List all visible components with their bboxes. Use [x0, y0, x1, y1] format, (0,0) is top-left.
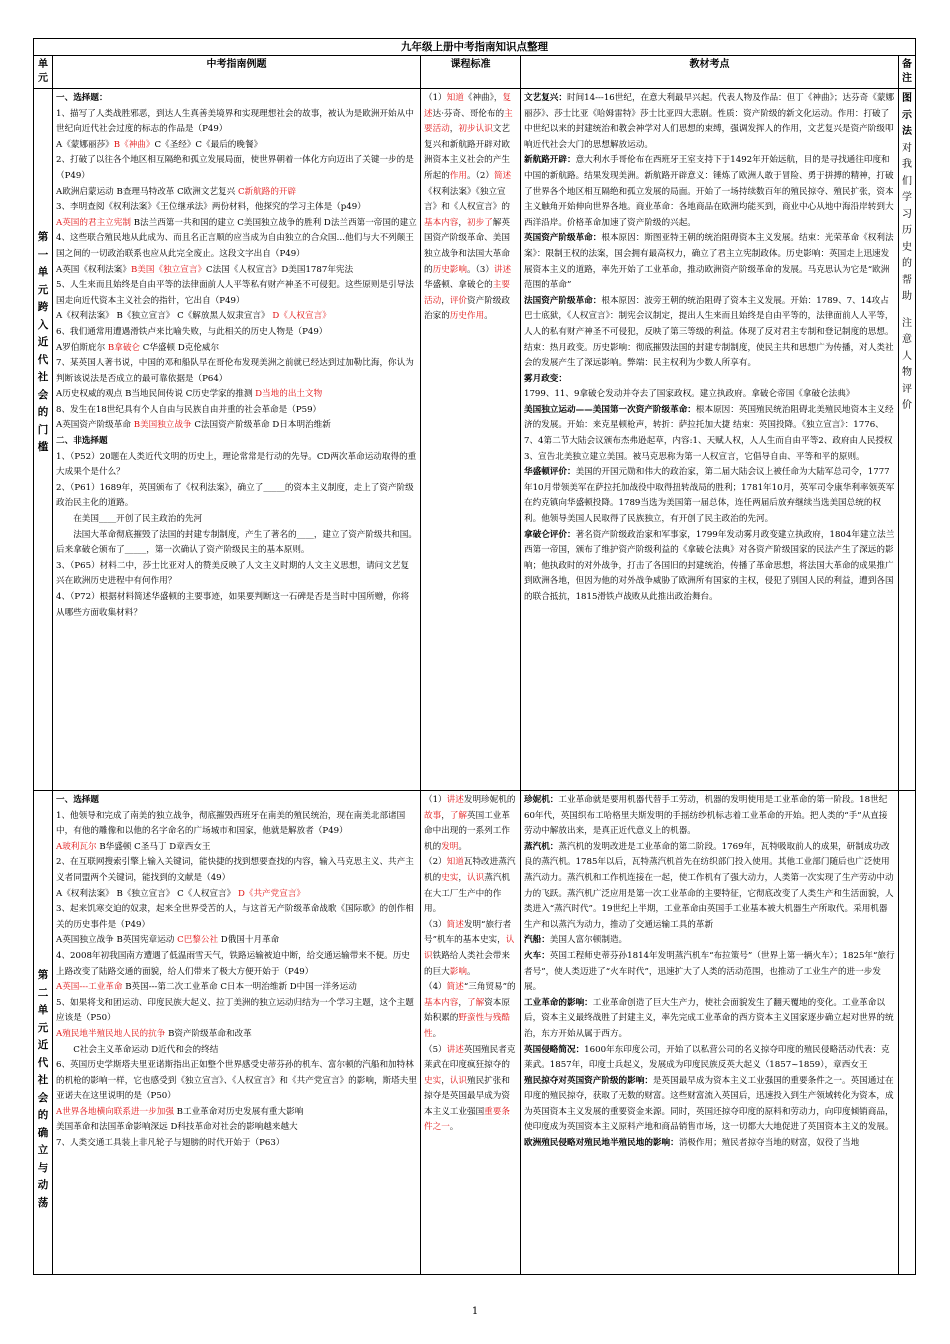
header-note: 备注	[899, 56, 916, 89]
question: 在美国____开创了民主政治的先河	[73, 514, 203, 525]
question: 法国大革命彻底摧毁了法国的封建专制制度，产生了著名的____，建立了资产阶级共和国。后来拿破仑颁布了_____，第一次确认了资产阶级民主的基本原则。	[56, 529, 417, 556]
unit2-points	[521, 791, 899, 1275]
standard-text: （1）讲述发明珍妮机的故事，了解英国工业革命中出现的一系列工作机的发明。	[424, 795, 516, 852]
point: 殖民掠夺对英国资产阶级的影响：是英国最早成为资本主义工业强国的重要条件之一。英国通过在印度的殖民掠夺，获取了无数的财富。这些财富流入英国后，迅速投入到生产领域转化为资本，成为英国资本主义发展的重要资金来源。同时，英国还掠夺印度的原料和劳动力，向印度倾销商品，使印度成为英国资本主义原料产地和商品销售市场，这一切都大大地促进了英国资本主义的发展。	[524, 1075, 894, 1133]
unit1-points	[521, 89, 899, 791]
unit1-examples	[53, 89, 421, 791]
question-options: 美国革命和法国革命影响深远 D科技革命对社会的影响越来越大	[56, 1122, 298, 1133]
question: 2、打破了以往各个地区相互隔绝和孤立发展局面，使世界朝着一体化方向迈出了关键一步的是（P49）	[56, 155, 414, 181]
standard-text: （1）知道《神曲》，复述达·芬奇、哥伦布的主要活动，初步认识文艺复兴和新航路开辟对欧洲资本主义社会的产生所起的作用。（2）简述《权利法案》《独立宣言》和《人权宣言》的基本内容，初步了解英国资产阶级革命、美国独立战争和法国大革命的历史影响。（3）讲述华盛顿、拿破仑的主要活动，评价资产阶级政治家的历史作用。	[424, 93, 513, 322]
unit1-note	[899, 89, 916, 791]
question-options: A世界各地横向联系进一步加强 B工业革命对历史发展有重大影响	[56, 1106, 304, 1117]
question-options: C社会主义革命运动 D近代和会的终结	[73, 1044, 219, 1055]
question-options: A英国---工业革命 B英国---第二次工业革命 C日本一明治维新 D中国一洋务运动	[56, 982, 357, 993]
point: 华盛顿评价：美国的开国元勋和伟大的政治家，第二届大陆会议上被任命为大陆军总司令，1777年10月带领美军在萨拉托加战役中取得扭转战局的胜利；1781年10月，英军司令康华利率领英军在约克镇向华盛顿投降。1789当选为美国第一届总体，连任两届后放弃继续当选美国总统的权利。他领导美国人民取得了民族独立，有开创了民主政治的先河。	[524, 467, 895, 525]
point: 英国资产阶级革命：根本原因：斯图亚特王朝的统治阻碍资本主义发展。结束：光荣革命《权利法案》：限制王权的法案，国会拥有最高权力，确立了君主立宪制政体。历史影响：英国走上迅速发展资本主义的道路，率先开始了工业革命，推动欧洲资产阶级革命的发展。马克思认为它是“欧洲范围的革命”	[524, 233, 894, 291]
unit2-examples	[53, 791, 421, 1275]
section-heading: 二、非选择题	[56, 436, 108, 447]
section-heading: 一、选择题：	[56, 93, 108, 103]
question: 1、（P52）20题在人类近代文明的历史上，理论常常是行动的先导。CD两次革命运动取得的重大成果个是什么？	[56, 451, 417, 478]
standard-text: （5）讲述英国殖民者克莱武在印度疯狂掠夺的史实，认识殖民扩张和掠夺是英国最早成为资本主义工业强国重要条件之一。	[424, 1044, 516, 1133]
note-tail: 注意人物评价	[902, 317, 912, 411]
question: 3、起来饥寒交迫的奴隶，起来全世界受苦的人，与这首无产阶级革命战歌《国际歌》的创作相关的历史事件是（P49）	[56, 904, 414, 930]
point: 美国独立运动——美国第一次资产阶级革命：根本原因：英国殖民统治阻碍北美殖民地资本主义经济的发展。开始：来克星顿枪声，转折：萨拉托加大捷 结束：英国投降。《独立宣言》：1776、7、4第二节大陆会议颁布杰弗逊起草，内容:1、天赋人权，人人生而自由平等2、政府由人民授权3、宣告北美独立建立美国。被马克思称为第一人权宣言，它倡导自由、平等和平的原则。	[524, 404, 894, 462]
point: 新航路开辟：意大利水手哥伦布在西班牙王室支持下于1492年开始远航，目的是寻找通往印度和中国的新航路。结果发现美洲。新航路开辟意义：锤炼了欧洲人敢于冒险、勇于拼搏的精神，打破了世界各个地区相互隔绝和孤立发展的局面。开始了一场持续数百年的殖民掠夺、殖民扩张，资本主义触角开始伸向世界各地。商业革命：各地商品在欧洲均能买到，商业中心从地中海沿岸转到大西洋沿岸。价格革命加速了资产阶级的兴起。	[524, 155, 894, 228]
question: 2、（P61）1689年，英国颁布了《权利法案》，确立了_____的资本主义制度，走上了资产阶级政治民主化的道路。	[56, 482, 414, 509]
section-heading: 一、选择题	[56, 795, 99, 805]
question-options: A玻利瓦尔 B华盛顿 C圣马丁 D章西女王	[56, 841, 211, 852]
page	[33, 38, 915, 1275]
question-options: A英国的君主立宪制 B法兰西第一共和国的建立 C美国独立战争的胜利 D法兰西第一帝国的建立	[56, 217, 417, 228]
point: 法国资产阶级革命：根本原因：波旁王朝的统治阻碍了资本主义发展。开始：1789、7、14攻占巴士底狱，《人权宣言》：制宪会议制定，提出人生来而且始终是自由平等的，法律面前人人平等，人人的私有财产神圣不可侵犯，反映了第三等级的利益。体现了反对君主专制和登记制度的思想。结束：热月政变。历史影响：彻底摧毁法国的封建专制制度，使民主共和思想广为传播，对人类社会的发展产生了深远影响。弊端：民主权利为少数人所享有。	[524, 295, 894, 369]
question-options: A《权利法案》 B《独立宣言》 C《解放黑人奴隶宣言》 D《人权宣言》	[56, 311, 331, 322]
question: 1、描写了人类战胜邪恶，到达人生真善美境界和实现理想社会的故事，被认为是欧洲开始从中世纪向近代社会过度的标志的作品是（P49）	[56, 108, 414, 135]
unit1-name: 第一单元跨入近代社会的门槛	[34, 89, 53, 791]
standard-text: （3）简述发明“旅行者号”机车的基本史实，认识铁路给人类社会带来的巨大影响。	[424, 919, 515, 977]
header-unit: 单元	[34, 56, 53, 89]
question: 8、发生在18世纪具有个人自由与民族自由并重的社会革命是（P59）	[56, 404, 322, 415]
question: 7、人类交通工具装上非凡轮子与翅膀的时代开始于（P63）	[56, 1138, 285, 1149]
point: 雾月政变：1799、11、9拿破仑发动并夺去了国家政权。建立执政府。拿破仑帝国《拿破仑法典》	[524, 373, 855, 400]
header-examples: 中考指南例题	[53, 56, 421, 89]
standard-text: （2）知道瓦特改进蒸汽机的史实，认识蒸汽机在大工厂生产中的作用。	[424, 857, 516, 915]
unit1-standard	[421, 89, 521, 791]
point: 火车：英国工程师史蒂芬孙1814年发明蒸汽机车“布拉策号”（世界上第一辆火车）；1825年“旅行者号”，使人类迈进了“火车时代”，迅速扩大了人类的活动范围，也推动了工业生产的进一步发展。	[524, 950, 895, 993]
question: 2、在互联网搜索引擎上输入关键词，能快捷的找到想要查找的内容，输入马克思主义、共产主义者同盟两个关键词，能找到的文献是（49）	[56, 857, 414, 883]
question: 6、英国历史学斯塔夫里亚诺斯指出正如整个世界感受史蒂芬孙的机车、富尔顿的汽船和加特林的机枪的影响一样，它也感受到《独立宣言》、《人权宣言》和《共产党宣言》的影响，斯塔夫里亚诺夫在这里说明的是（P50）	[56, 1060, 417, 1102]
question-options: A《蒙娜丽莎》B《神曲》C《圣经》C《最后的晚餐》	[56, 139, 263, 150]
note-head: 图示法	[902, 93, 912, 137]
question-options: A欧洲启蒙运动 B查理马特改革 C欧洲文艺复兴 C新航路的开辟	[56, 186, 297, 197]
unit2-note	[899, 791, 916, 1275]
header-points: 教材考点	[521, 56, 899, 89]
page-number: 1	[471, 1306, 479, 1317]
question-options: A罗伯斯庇尔 B拿破仑 C华盛顿 D克伦威尔	[56, 342, 220, 353]
question: 6、我们通常用遭遇滑铁卢来比喻失败，与此相关的历史人物是（P49）	[56, 326, 328, 337]
point: 英国侵略简况：1600年东印度公司，开始了以私营公司的名义掠夺印度的殖民侵略活动代表：克莱武。1857年，印度士兵起义，发展成为印度民族反英大起义（1857~1859），章西女王	[524, 1044, 890, 1071]
question: 3、李明查阅《权利法案》《王位继承法》两份材料，他探究的学习主体是（p49）	[56, 202, 366, 213]
unit1-row	[34, 89, 916, 791]
header-standard: 课程标准	[421, 56, 521, 89]
question: 4、这些联合殖民地从此成为、而且名正言顺的应当成为自由独立的合众国…他们与大不列颠王国之间的一切政治联系也应从此完全废止。这段文字出自（P49）	[56, 233, 414, 259]
point: 文艺复兴：时间14---16世纪，在意大利最早兴起。代表人物及作品：但丁《神曲》；达芬奇《蒙娜丽莎》、莎士比亚《哈姆雷特》莎士比亚四大悲剧。性质：资产阶级的新文化运动。作用：打破了中世纪以来的封建统治和教会神学对人们思想的束缚，强调发挥人的作用，文艺复兴是资产阶级叩响近代社会大门的思想解放运动。	[524, 93, 895, 150]
unit2-row	[34, 791, 916, 1275]
page-title: 九年级上册中考指南知识点整理	[34, 39, 916, 56]
point: 珍妮机：工业革命就是要用机器代替手工劳动，机器的发明使用是工业革命的第一阶段。18世纪60年代，英国织布工哈格里夫斯发明的手摇纺纱机标志着工业革命的开始。把人类的“手”从直接劳动中解放出来，是真正近代意义上的机器。	[524, 795, 888, 837]
question: 3、（P65）材料二中，莎士比亚对人的赞美反映了人文主义时期的人文主义思想，请问文艺复兴在欧洲历史进程中有何作用？	[56, 560, 410, 587]
knowledge-table	[33, 38, 916, 1275]
point: 欧洲殖民侵略对殖民地半殖民地的影响：消极作用；殖民者掠夺当地的财富，奴役了当地	[524, 1138, 860, 1149]
question-options: A历史权威的观点 B当地民间传说 C历史学家的推测 D当地的出土文物	[56, 389, 323, 400]
question: 1、他领导和完成了南美的独立战争，彻底摧毁西班牙在南美的殖民统治，现在南美北部诸国中，有他的雕像和以他的名字命名的广场城市和国家，他就是解放者（P49）	[56, 810, 406, 837]
question-options: A英国《权利法案》B美国《独立宣言》C法国《人权宣言》D美国1787年宪法	[56, 264, 354, 275]
point: 蒸汽机：蒸汽机的发明改进是工业革命的第二阶段。1769年，瓦特吸取前人的成果，研制成功改良的蒸汽机。1785年以后，瓦特蒸汽机首先在纺织部门投入使用。其他工业部门随后也广泛使用蒸汽动力。蒸汽机和工作机连接在一起，使工作机有了强大动力，人类第一次实现了生产劳动中动力的飞跃。蒸汽机广泛应用是第一次工业革命的主要特征，它彻底改变了人类生产和生活面貌，人类进入“蒸汽时代”。19世纪上半期，工业革命由英国手工业基本被大机器生产所取代。采用机器生产和以蒸汽为动力，推动了交通运输工具的革新	[524, 841, 894, 930]
point: 汽船：美国人富尔顿制造。	[524, 935, 628, 946]
note-body: 对我们学习历史的帮助	[902, 142, 912, 302]
point: 工业革命的影响：工业革命创造了巨大生产力，使社会面貌发生了翻天覆地的变化。工业革命以后，资本主义最终战胜了封建主义，率先完成工业革命的西方资本主义国家逐步确立起对世界的统治，东方开始从属于西方。	[524, 997, 894, 1039]
question-options: A《权利法案》 B《独立宣言》 C《人权宣言》 D《共产党宣言》	[56, 888, 306, 899]
question: 4、（P72）根据材料简述华盛顿的主要事迹，如果要判断这一石碑是否是当时中国所赠，你将从哪些方面收集材料？	[56, 592, 410, 618]
standard-text: （4）简述“三角贸易”的基本内容，了解资本原始积累的野蛮性与残酷性。	[424, 982, 516, 1039]
question: 5、人生来而且始终是自由平等的法律面前人人平等私有财产神圣不可侵犯。这些原则是引导法国走向近代资本主义社会的指针，它出自（P49）	[56, 280, 414, 306]
question: 4、2008年初我国南方遭遇了低温雨雪天气，铁路运输被迫中断，给交通运输带来不便。历史上路改变了陆路交通的面貌，给人们带来了极大方便开始于（P49）	[56, 950, 410, 977]
question-options: A殖民地半殖民地人民的抗争 B资产阶级革命和改革	[56, 1028, 252, 1039]
question: 7、某英国人著书说，中国的邓和船队早在哥伦布发现美洲之前就已经达到过加勒比海，你认为判断该说法是否成立的最可靠依据是（P64）	[56, 358, 414, 384]
unit2-standard	[421, 791, 521, 1275]
unit2-name: 第二单元近代社会的确立与动荡	[34, 791, 53, 1275]
question-options: A英国资产阶级革命 B美国独立战争 C法国资产阶级革命 D日本明治维新	[56, 420, 331, 431]
question-options: A英国独立战争 B英国宪章运动 C巴黎公社 D俄国十月革命	[56, 935, 280, 946]
question: 5、如果将戈和团运动、印度民族大起义、拉丁美洲的独立运动归结为一个学习主题，这个主题应该是（P50）	[56, 997, 414, 1024]
point: 拿破仑评价：著名资产阶级政治家和军事家，1799年发动雾月政变建立执政府，1804年建立法兰西第一帝国，颁布了维护资产阶级利益的《拿破仑法典》对各资产阶级国家的民法产生了深远的影响；他执政时的对外战争，打击了各国旧的封建统治，传播了革命思想，将法国大革命的成果推广到欧洲各地，但因为他的对外战争威胁了欧洲所有国家的主权，侵犯了别国人民的利益，遭到各国的联合抵抗，1815滑铁卢战败从此推出政治舞台。	[524, 529, 895, 602]
